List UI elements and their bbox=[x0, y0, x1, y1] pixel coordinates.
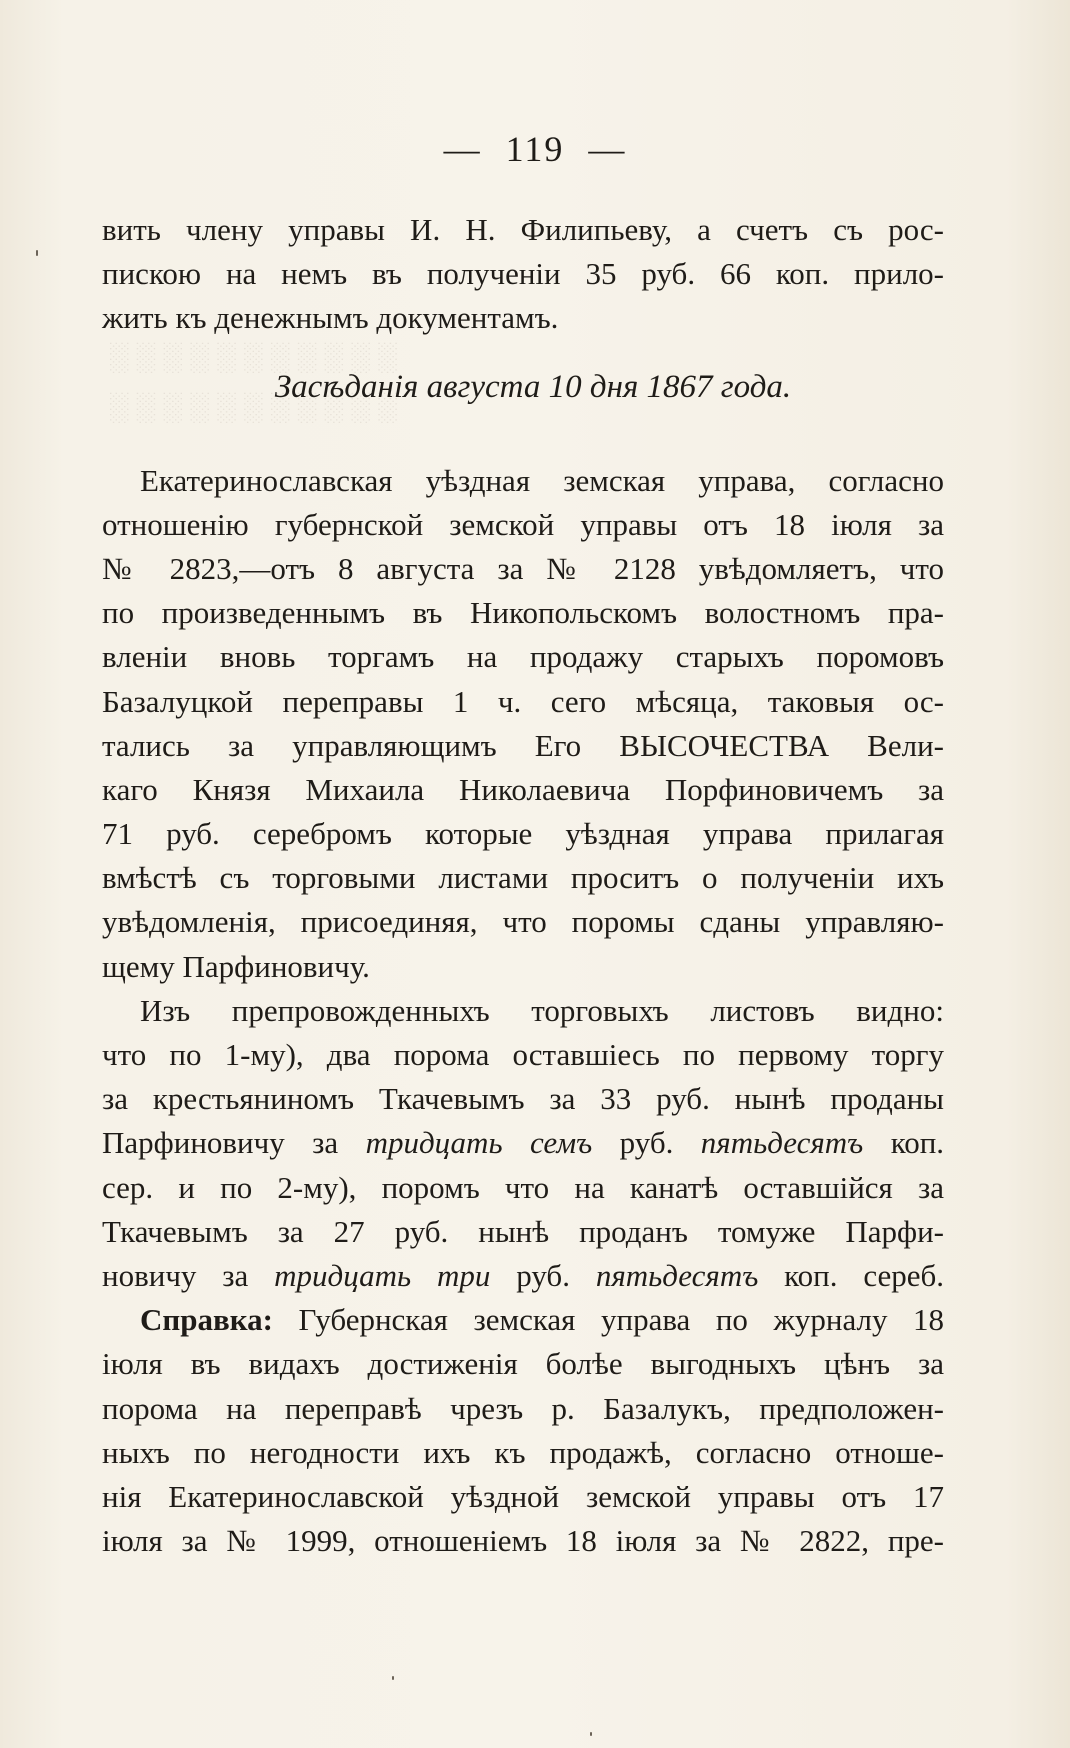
text-line: сер. и по 2-му), поромъ что на канатѣ оставшійся за bbox=[102, 1169, 944, 1205]
text-line: Екатеринославская уѣздная земская управа, согласно bbox=[140, 462, 944, 498]
bleed-through-text: ░ ░ ░ ░ ░ ░ ░ ░ ░ ░ ░ bbox=[110, 342, 399, 373]
text-line: 71 руб. серебромъ которые уѣздная управа прилагая bbox=[102, 816, 944, 852]
page-number: 119 bbox=[505, 129, 565, 169]
text-fragment: коп. сереб. bbox=[784, 1257, 945, 1293]
text-fragment: руб. bbox=[619, 1125, 674, 1161]
text-line: вленіи вновь торгамъ на продажу старыхъ поромовъ bbox=[102, 639, 944, 675]
text-line: Ткачевымъ за 27 руб. нынѣ проданъ томуже Парфи- bbox=[102, 1213, 944, 1249]
text-line-mixed bbox=[102, 1254, 944, 1298]
paragraph-1 bbox=[102, 459, 944, 989]
text-line: нія Екатеринославской уѣздной земской управы отъ 17 bbox=[102, 1478, 944, 1514]
page-body bbox=[102, 208, 944, 1563]
text-line: увѣдомленія, присоединяя, что поромы сданы управляю- bbox=[102, 904, 944, 940]
text-line: порома на переправѣ чрезъ р. Базалукъ, предположен- bbox=[102, 1390, 944, 1426]
italic-amount: тридцать семъ bbox=[365, 1125, 593, 1161]
text-fragment: Парфиновичу за bbox=[102, 1125, 339, 1161]
text-line: Базалуцкой переправы 1 ч. сего мѣсяца, таковыя ос- bbox=[102, 683, 944, 719]
text-line: за крестьяниномъ Ткачевымъ за 33 руб. нынѣ проданы bbox=[102, 1081, 944, 1117]
text-line: жить къ денежнымъ документамъ. bbox=[102, 300, 559, 336]
reference-label: Справка: bbox=[140, 1302, 273, 1338]
text-line-mixed bbox=[102, 1121, 944, 1165]
header-dash-left: — bbox=[443, 129, 482, 169]
text-line: вить члену управы И. Н. Филипьеву, а счетъ съ рос- bbox=[102, 212, 944, 247]
text-line: ныхъ по негодности ихъ къ продажѣ, согласно отноше- bbox=[102, 1434, 944, 1470]
text-line: Изъ препровожденныхъ торговыхъ листовъ видно: bbox=[140, 992, 944, 1028]
text-line: отношенію губернской земской управы отъ 18 іюля за bbox=[102, 506, 944, 542]
scan-speck bbox=[392, 1676, 394, 1680]
paragraph-2 bbox=[102, 989, 944, 1298]
italic-amount: пятьдесятъ bbox=[700, 1125, 864, 1161]
text-line: пискою на немъ въ полученіи 35 руб. 66 коп. прило- bbox=[102, 256, 944, 292]
text-line: щему Парфиновичу. bbox=[102, 948, 370, 984]
text-fragment: руб. bbox=[516, 1257, 570, 1293]
text-line: тались за управляющимъ Его ВЫСОЧЕСТВА Вели- bbox=[102, 727, 944, 763]
text-line: что по 1-му), два порома оставшіесь по первому торгу bbox=[102, 1037, 944, 1072]
scan-speck bbox=[590, 1732, 592, 1736]
session-heading: Засѣданія августа 10 дня 1867 года. bbox=[274, 368, 792, 405]
text-line: іюля за № 1999, отношеніемъ 18 іюля за № 2822, пре- bbox=[102, 1523, 944, 1559]
text-line: вмѣстѣ съ торговыми листами проситъ о полученіи ихъ bbox=[102, 860, 944, 896]
header-dash-right: — bbox=[588, 129, 627, 169]
text-line: № 2823,—отъ 8 августа за № 2128 увѣдомляетъ, что bbox=[102, 550, 944, 586]
italic-amount: тридцать три bbox=[274, 1257, 491, 1293]
text-line: іюля въ видахъ достиженія болѣе выгодныхъ цѣнъ за bbox=[102, 1346, 944, 1382]
scan-speck bbox=[36, 250, 38, 256]
text-fragment: Губернская земская управа по журналу 18 bbox=[298, 1302, 945, 1338]
paragraph-3 bbox=[102, 1298, 944, 1563]
text-fragment: коп. bbox=[890, 1125, 945, 1161]
text-line: по произведеннымъ въ Никопольскомъ волостномъ пра- bbox=[102, 595, 944, 631]
bleed-through-text: ░ ░ ░ ░ ░ ░ ░ ░ ░ ░ ░ bbox=[110, 392, 399, 423]
text-line: каго Князя Михаила Николаевича Порфиновичемъ за bbox=[102, 771, 944, 807]
page-header bbox=[0, 128, 1070, 170]
text-line-mixed bbox=[102, 1298, 944, 1342]
text-fragment: новичу за bbox=[102, 1257, 249, 1293]
italic-amount: пятьдесятъ bbox=[595, 1257, 759, 1293]
